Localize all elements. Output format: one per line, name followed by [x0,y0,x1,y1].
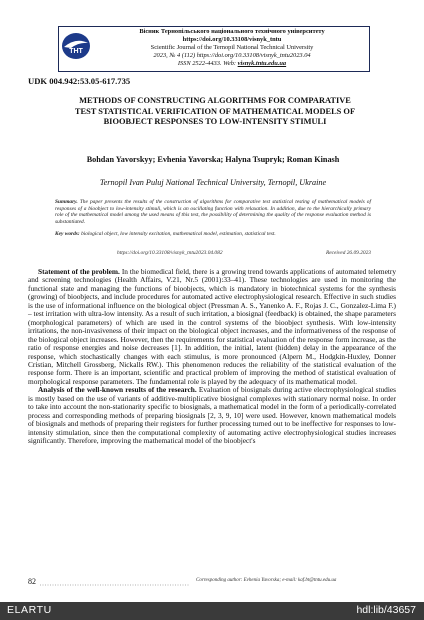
journal-name-en: Scientific Journal of the Ternopil National Technical University [150,44,314,52]
body-text [28,268,396,446]
section-heading-problem: Statement of the problem. [38,267,120,276]
issn-text: ISSN 2522-4433. Web: [177,60,237,68]
journal-web-link[interactable]: visnyk.tntu.edu.ua [237,60,287,68]
journal-issn [96,60,368,68]
paragraph-text: Evaluation of biosignals during active electrophysiological studies is mostly based on the use of variants of additive-multiplicative biosignal complexes with stationary normal noise. In order to take into account the non-stationarity specific to biosignals, a mathematical model in the form of a periodically-correlated process and corresponding methods of preparing biosignals [2, 3, 9, 10] were used. However, known mathematical models of biosignals and methods of preparing their registers for further processing turned out to be ineffective for responses to low-intensity stimulation, since then the computational complexity of automating active electrophysiological studies increases significantly. Therefore, improving the mathematical model of the bioobject's [28,385,396,446]
doi-row [55,250,371,258]
keywords-label: Key words: [55,231,80,237]
keywords-text: biological object, low intensity excitation, mathematical model, estimation, statistical test. [81,231,276,237]
repository-name[interactable]: ELARTU [7,604,52,616]
journal-doi[interactable]: https://doi.org/10.33108/visnyk_tntu [182,36,282,44]
handle-id[interactable]: hdl:lib/43657 [356,604,416,616]
university-logo-icon [61,31,91,61]
paper-doi-link[interactable]: https://doi.org/10.33108/visnyk_tntu2023.04.082 [117,250,223,256]
received-date: Received 26.09.2023 [325,250,371,256]
paper-affiliation: Ternopil Ivan Puluj National Technical University, Ternopil, Ukraine [99,178,327,187]
abstract-label: Summary. [55,199,78,205]
journal-name-ua: Вісник Тернопільського національного технічного університету [139,28,325,35]
viewer-status-bar [0,602,424,620]
paper-authors: Bohdan Yavorskyy; Evhenia Yavorska; Halyna Tsupryk; Roman Kinash [86,155,340,164]
footer-divider [40,584,396,586]
journal-header [96,28,368,68]
page-number: 82 [28,577,36,586]
svg-text:ТНТ: ТНТ [69,48,83,55]
paper-title: METHODS OF CONSTRUCTING ALGORITHMS FOR COMPARATIVE TEST STATISTICAL VERIFICATION OF MATHEMATICAL MODELS OF BIOOBJECT RESPONSES TO LOW-INTENSITY STIMULI [74,96,356,127]
paragraph-problem-statement [28,268,396,386]
journal-issue[interactable]: 2023, № 4 (112) https://doi.org/10.33108/visnyk_tntu2023.04 [153,52,311,60]
paragraph-analysis [28,386,396,445]
abstract [55,199,371,225]
keywords [55,231,371,237]
abstract-text: The paper presents the results of the construction of algorithms for comparative test statistical testing of mathematical models of responses of a bioobject to low-intensity stimuli, which is an oscillating function with relaxation. In addition, due to the hierarchically primary role of the mathematical model among the used means of this test, the possibility of determining the quality of the response evaluation method is substantiated. [55,199,371,225]
udc-code: UDK 004.942:53.05-617.735 [28,76,131,86]
section-heading-analysis: Analysis of the well-known results of the research. [38,385,197,395]
paragraph-text: In the biomedical field, there is a growing trend towards applications of automated telemetry and screening technologies (Health Affairs, V.21, Nr.5 (2001):33–41). These technologies are used in monitoring the functional state and managing the functions of bioobjects, which is mandatory in biotechnical systems for the synthesis (growing) of bioobjects, and include procedures for automated active electrophysiological research. Effective in such studies is the use of informational influence on the biological object (Pressman A. S., Yanenko A. F., Rojas J. C., Gonzalez-Lima F.) – test irritation with ultra-low intensity. As a result of such irritation, a biosignal (feedback) is obtained, the shape parameters (morphological parameters) of which are used in the control systems of the bioobject synthesis. With low-intensity irritations, the non-invasiveness of their impact on the biological object increases, and the informativeness of the response of the biological object increases. However, then the requirements for statistical evaluation of the response form increase, as the ratio of response energies and noise decreases [1]. In addition, the initial, latent (hidden) delay in the appearance of the response, which stochastically changes with each stimulus, is more pronounced (Alpern M., Hodgkin-Huxley, Donner Cristian, Mitchell Grossberg, Nickalls RW.). This phenomenon reduces the reliability of the statistical evaluation of the response form. There is an important, scientific and practical problem of improving the method of statistical evaluation of morphological response parameters. The fundamental role is played by the adequacy of its mathematical model. [28,267,396,386]
corresponding-author: Corresponding author: Evhenia Yavorska; e-mail: kaf.bt@tntu.edu.ua [196,578,337,583]
